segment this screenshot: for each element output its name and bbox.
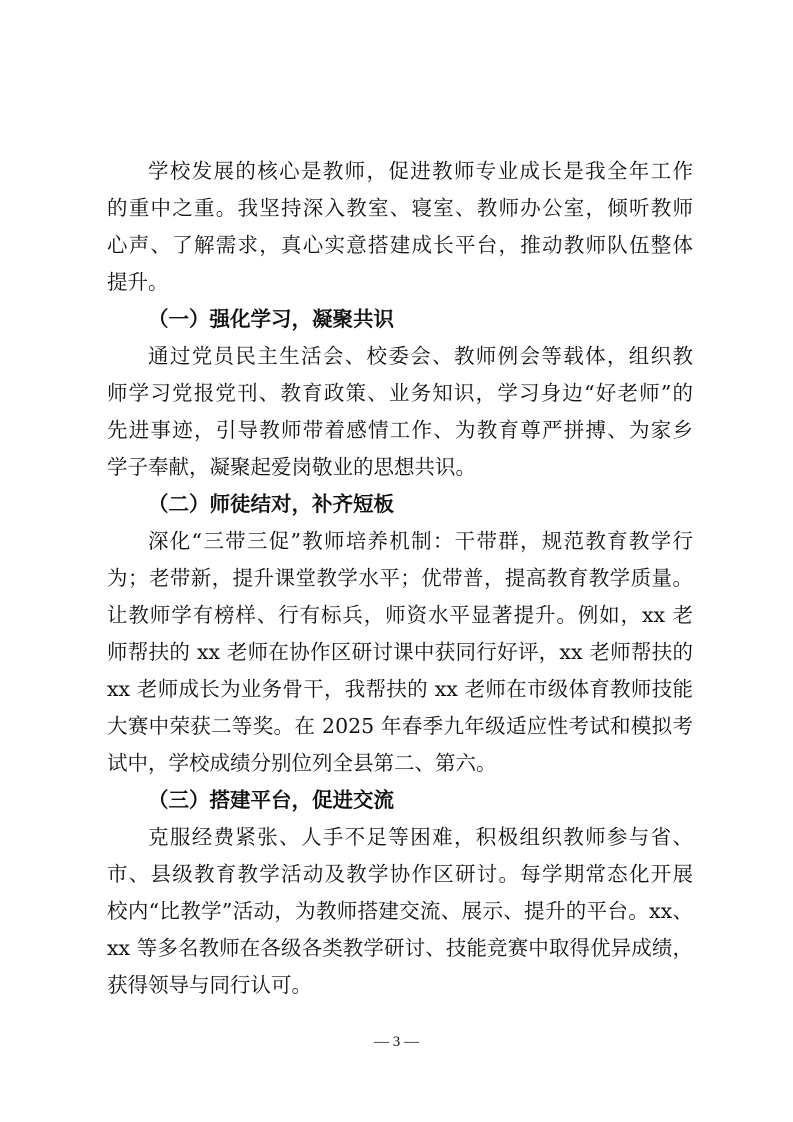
paragraph-line: 的重中之重。我坚持深入教室、寝室、教师办公室，倾听教师 [107,196,693,220]
paragraph-line: 为；老带新，提升课堂教学水平；优带普，提高教育教学质量。 [107,566,693,590]
paragraph-line: 市、县级教育教学活动及教学协作区研讨。每学期常态化开展 [107,862,693,886]
paragraph-line: 心声、了解需求，真心实意搭建成长平台，推动教师队伍整体 [107,233,693,257]
paragraph-line: 克服经费紧张、人手不足等困难，积极组织教师参与省、 [148,825,693,849]
paragraph-line: 试中，学校成绩分别位列全县第二、第六。 [107,751,497,775]
paragraph-line: 大赛中荣获二等奖。在 2025 年春季九年级适应性考试和模拟考 [107,714,693,738]
paragraph-line: 获得领导与同行认可。 [107,973,312,997]
paragraph-line: xx 等多名教师在各级各类教学研讨、技能竞赛中取得优异成绩， [107,936,693,960]
paragraph [107,153,693,301]
section-heading: （二）师徒结对，补齐短板 [148,492,394,516]
paragraph-line: 先进事迹，引导教师带着感情工作、为教育尊严拼搏、为家乡 [107,418,693,442]
paragraph [107,819,693,1004]
paragraph-line: 深化“三带三促”教师培养机制：干带群，规范教育教学行 [148,529,693,553]
paragraph-line: 师学习党报党刊、教育政策、业务知识，学习身边“好老师”的 [107,381,693,405]
paragraph-line: xx 老师成长为业务骨干，我帮扶的 xx 老师在市级体育教师技能 [107,677,693,701]
paragraph-line: 提升。 [107,270,169,294]
paragraph [107,338,693,486]
paragraph-line: 校内“比教学”活动，为教师搭建交流、展示、提升的平台。xx、 [107,899,693,923]
document-body [107,153,693,1004]
paragraph-line: 通过党员民主生活会、校委会、教师例会等载体，组织教 [148,344,693,368]
section-heading: （一）强化学习，凝聚共识 [148,307,394,331]
paragraph-line: 学校发展的核心是教师，促进教师专业成长是我全年工作 [148,159,693,183]
page-number: — 3 — [374,1034,419,1050]
paragraph-line: 让教师学有榜样、行有标兵，师资水平显著提升。例如，xx 老 [107,603,693,627]
paragraph-line: 师帮扶的 xx 老师在协作区研讨课中获同行好评，xx 老师帮扶的 [107,640,693,664]
paragraph [107,523,693,782]
section-heading: （三）搭建平台，促进交流 [148,788,394,812]
paragraph-line: 学子奉献，凝聚起爱岗敬业的思想共识。 [107,455,476,479]
